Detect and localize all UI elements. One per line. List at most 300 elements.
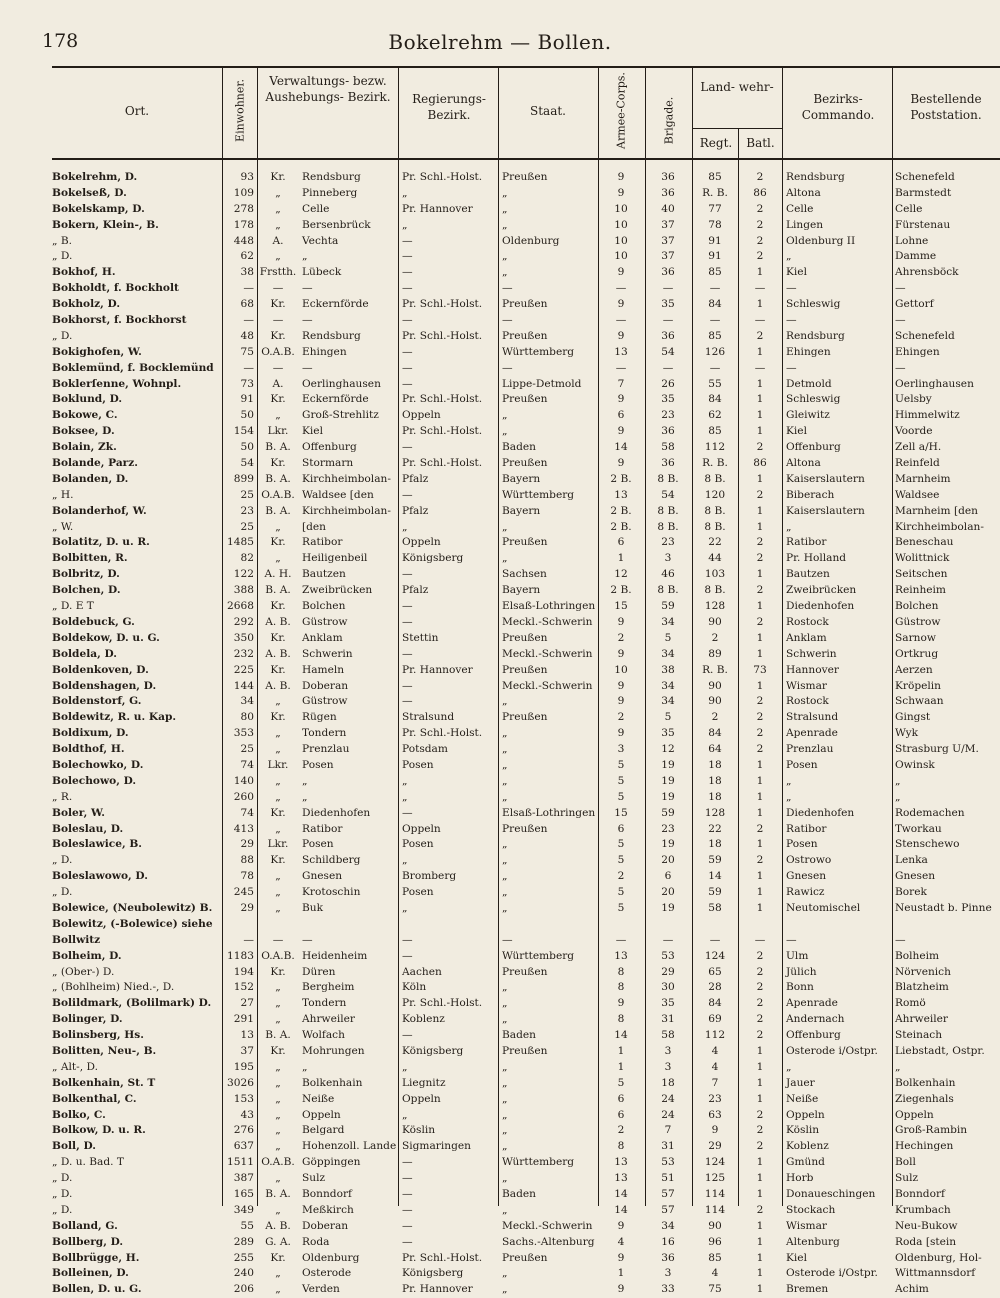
table-row <box>52 694 1000 710</box>
cell-post: Bolkenhain <box>895 1076 956 1089</box>
cell-ort: Boldenstorf, G. <box>52 695 142 708</box>
cell-regt: 77 <box>708 202 722 215</box>
cell-staat: Preußen <box>502 457 548 470</box>
cell-staat: „ <box>502 409 508 422</box>
cell-verwaltung-bezirk: Stormarn <box>302 457 354 470</box>
cell-staat: „ <box>502 1267 508 1280</box>
cell-einwohner: 350 <box>233 631 254 644</box>
cell-ort: Boleslau, D. <box>52 822 124 835</box>
cell-armee: 1 <box>617 552 625 565</box>
cell-verwaltung-bezirk: Verden <box>302 1283 340 1296</box>
cell-brigade: 24 <box>661 1092 675 1105</box>
cell-regierung: „ <box>402 901 408 914</box>
cell-ort: Boleslawowo, D. <box>52 870 148 883</box>
cell-staat: „ <box>502 520 508 533</box>
cell-verwaltung-type: „ <box>275 218 281 231</box>
cell-bezirks: Gleiwitz <box>786 409 830 422</box>
cell-regierung: — <box>402 806 413 819</box>
cell-verwaltung-bezirk: Tondern <box>302 727 347 740</box>
cell-regierung: — <box>402 282 413 295</box>
cell-einwohner: 291 <box>233 1013 254 1026</box>
cell-verwaltung-type: — <box>272 933 284 946</box>
cell-armee: 2 B. <box>610 584 632 597</box>
cell-bezirks: Kiel <box>786 266 807 279</box>
cell-regierung: — <box>402 345 413 358</box>
cell-brigade: 16 <box>661 1235 675 1248</box>
cell-staat: Meckl.-Schwerin <box>502 679 593 692</box>
cell-regierung: Oppeln <box>402 822 441 835</box>
cell-verwaltung-type: „ <box>275 997 281 1010</box>
cell-staat: „ <box>502 758 508 771</box>
cell-post: Ahrensböck <box>895 266 959 279</box>
cell-batl: 2 <box>756 949 764 962</box>
cell-batl: 1 <box>756 1188 764 1200</box>
cell-verwaltung-type: Kr. <box>270 631 286 644</box>
cell-regierung: „ <box>402 186 408 199</box>
cell-armee: 9 <box>617 1219 625 1232</box>
cell-verwaltung-type: „ <box>275 743 281 756</box>
cell-verwaltung-bezirk: Oldenburg <box>302 1251 360 1264</box>
cell-einwohner: 50 <box>240 441 254 454</box>
cell-bezirks: Gnesen <box>786 870 827 883</box>
cell-batl: 1 <box>756 1283 764 1296</box>
cell-verwaltung-type: O.A.B. <box>261 949 295 962</box>
cell-bezirks: Stockach <box>786 1203 836 1216</box>
cell-post: Reinheim <box>895 584 946 597</box>
cell-bezirks: Ratibor <box>786 536 827 549</box>
cell-regt: 91 <box>708 250 722 263</box>
cell-ort: Boklerſenne, Wohnpl. <box>52 377 182 390</box>
cell-batl: 2 <box>756 854 764 867</box>
cell-regt: 124 <box>704 1156 726 1169</box>
cell-verwaltung-bezirk: Anklam <box>302 631 343 644</box>
cell-verwaltung-type: „ <box>275 727 281 740</box>
cell-brigade: 53 <box>661 949 675 962</box>
table-row <box>52 774 1000 790</box>
cell-regierung: — <box>402 377 413 390</box>
cell-ort: „ D. <box>52 886 73 899</box>
cell-regierung: Pr. Schl.-Holst. <box>402 997 483 1010</box>
cell-bezirks: Kiel <box>786 1251 807 1264</box>
cell-einwohner: 154 <box>233 425 254 438</box>
table-row <box>52 265 1000 281</box>
cell-ort: „ D. <box>52 1188 73 1200</box>
table-row <box>52 504 1000 520</box>
cell-post: Himmelwitz <box>895 409 960 422</box>
cell-verwaltung-bezirk: — <box>302 933 313 946</box>
cell-verwaltung-type: O.A.B. <box>261 488 295 501</box>
cell-ort: Boldela, D. <box>52 647 117 660</box>
cell-brigade: 54 <box>661 488 675 501</box>
cell-armee: 5 <box>617 758 625 771</box>
cell-regt: 18 <box>708 758 722 771</box>
cell-ort: Bolitten, Neu-, B. <box>52 1044 157 1057</box>
cell-regt: 103 <box>704 568 726 581</box>
cell-bezirks: — <box>786 361 797 374</box>
table-row <box>52 170 1000 186</box>
cell-regierung: „ <box>402 1060 408 1073</box>
cell-regt: 8 B. <box>704 584 726 597</box>
cell-regt: 84 <box>708 393 722 406</box>
cell-staat: Preußen <box>502 329 548 342</box>
cell-ort: Bolland, G. <box>52 1219 118 1232</box>
cell-armee: 9 <box>617 425 625 438</box>
cell-ort: Bokhorst, f. Bockhorst <box>52 314 187 327</box>
cell-staat: Meckl.-Schwerin <box>502 1219 593 1232</box>
cell-armee: 9 <box>617 727 625 740</box>
cell-regt: 28 <box>708 981 722 994</box>
cell-regierung: Oppeln <box>402 1092 441 1105</box>
cell-post: Damme <box>895 250 937 263</box>
cell-einwohner: 62 <box>240 250 254 263</box>
cell-regt: 78 <box>708 218 722 231</box>
cell-staat: Preußen <box>502 965 548 978</box>
cell-verwaltung-bezirk: Ratibor <box>302 536 343 549</box>
cell-verwaltung-bezirk: Waldsee [den <box>302 488 374 501</box>
cell-staat: „ <box>502 1140 508 1153</box>
cell-bezirks: Stralsund <box>786 711 839 724</box>
cell-staat: Preußen <box>502 663 548 676</box>
cell-brigade: — <box>662 933 674 946</box>
cell-verwaltung-bezirk: Posen <box>302 758 334 771</box>
cell-verwaltung-bezirk: Bergheim <box>302 981 355 994</box>
cell-staat: „ <box>502 1013 508 1026</box>
cell-armee: 13 <box>614 1156 628 1169</box>
cell-verwaltung-bezirk: Prenzlau <box>302 743 350 756</box>
cell-brigade: 19 <box>661 758 675 771</box>
cell-post: Marnheim <box>895 472 951 485</box>
cell-bezirks: Bautzen <box>786 568 830 581</box>
cell-verwaltung-type: Kr. <box>270 663 286 676</box>
cell-verwaltung-type: „ <box>275 1283 281 1296</box>
cell-post: Ortkrug <box>895 647 939 660</box>
table-row <box>52 583 1000 599</box>
cell-verwaltung-bezirk: Schildberg <box>302 854 361 867</box>
cell-staat: Baden <box>502 1029 536 1042</box>
cell-post: Waldsee <box>895 488 940 501</box>
cell-einwohner: 43 <box>240 1108 254 1121</box>
cell-post: Romö <box>895 997 926 1010</box>
cell-staat: Preußen <box>502 1044 548 1057</box>
cell-verwaltung-bezirk: Kirchheimbolan- <box>302 504 391 517</box>
cell-post: Boll <box>895 1156 916 1169</box>
table-row <box>52 901 1000 917</box>
cell-armee: 9 <box>617 1251 625 1264</box>
cell-armee: 6 <box>617 1092 625 1105</box>
cell-brigade: — <box>662 361 674 374</box>
cell-verwaltung-bezirk: Vechta <box>302 234 339 247</box>
cell-einwohner: 448 <box>233 234 254 247</box>
cell-bezirks: Rostock <box>786 695 829 708</box>
cell-regierung: „ <box>402 774 408 787</box>
cell-brigade: 8 B. <box>657 584 679 597</box>
cell-regt: 4 <box>711 1060 719 1073</box>
cell-einwohner: 388 <box>233 584 254 597</box>
cell-batl: 1 <box>756 377 764 390</box>
cell-bezirks: Kaiserslautern <box>786 504 865 517</box>
cell-post: Liebstadt, Ostpr. <box>895 1044 985 1057</box>
cell-staat: „ <box>502 790 508 803</box>
cell-ort: Bokern, Klein-, B. <box>52 218 159 231</box>
cell-ort: Bolkenhain, St. T <box>52 1076 156 1089</box>
page-number: 178 <box>42 30 79 52</box>
cell-batl: 2 <box>756 250 764 263</box>
cell-ort: Bolheim, D. <box>52 949 122 962</box>
cell-regierung: — <box>402 488 413 501</box>
cell-verwaltung-bezirk: Krotoschin <box>302 886 361 899</box>
cell-einwohner: 74 <box>240 806 254 819</box>
cell-regierung: — <box>402 361 413 374</box>
cell-verwaltung-type: — <box>272 361 284 374</box>
cell-einwohner: 225 <box>233 663 254 676</box>
cell-regt: 59 <box>708 886 722 899</box>
cell-ort: Boldixum, D. <box>52 727 129 740</box>
table-row <box>52 472 1000 488</box>
cell-ort: Bolbritz, D. <box>52 568 120 581</box>
cell-armee: 9 <box>617 997 625 1010</box>
cell-brigade: 3 <box>664 1267 672 1280</box>
cell-bezirks: „ <box>786 1060 792 1073</box>
cell-regt: 85 <box>708 266 722 279</box>
cell-regt: 85 <box>708 171 722 183</box>
cell-batl: 1 <box>756 870 764 883</box>
table-row <box>52 837 1000 853</box>
cell-verwaltung-type: B. A. <box>265 584 291 597</box>
cell-staat: „ <box>502 997 508 1010</box>
cell-batl: 2 <box>756 1203 764 1216</box>
cell-einwohner: 54 <box>240 457 254 470</box>
cell-verwaltung-type: B. A. <box>265 504 291 517</box>
table-row <box>52 488 1000 504</box>
cell-einwohner: 25 <box>240 488 254 501</box>
cell-ort: „ D. <box>52 854 73 867</box>
table-row <box>52 965 1000 981</box>
cell-brigade: — <box>662 314 674 327</box>
cell-regt: 124 <box>704 949 726 962</box>
header-landwehr: Land- wehr- <box>700 80 774 94</box>
cell-verwaltung-type: B. A. <box>265 441 291 454</box>
cell-regt: — <box>709 314 721 327</box>
header-staat: Staat. <box>530 104 566 118</box>
cell-verwaltung-bezirk: „ <box>302 774 308 787</box>
table-body <box>52 170 1000 1298</box>
cell-batl: 1 <box>756 1251 764 1264</box>
cell-bezirks: Apenrade <box>786 997 838 1010</box>
table-row <box>52 361 1000 377</box>
cell-regierung: Koblenz <box>402 1013 445 1026</box>
cell-regierung: „ <box>402 520 408 533</box>
cell-regierung: Königsberg <box>402 552 464 565</box>
cell-regt: 59 <box>708 854 722 867</box>
cell-staat: Baden <box>502 1188 536 1200</box>
cell-bezirks: Andernach <box>786 1013 845 1026</box>
cell-verwaltung-bezirk: Rendsburg <box>302 329 361 342</box>
cell-batl: 1 <box>756 1172 764 1185</box>
cell-batl: 1 <box>756 774 764 787</box>
cell-brigade: 36 <box>661 457 675 470</box>
cell-einwohner: 232 <box>233 647 254 660</box>
cell-regierung: — <box>402 1203 413 1216</box>
cell-verwaltung-type: A. B. <box>265 647 291 660</box>
table-row <box>52 1092 1000 1108</box>
cell-einwohner: 3026 <box>227 1076 254 1089</box>
cell-ort: Bolain, Zk. <box>52 441 117 454</box>
cell-post: Voorde <box>895 425 933 438</box>
cell-einwohner: 27 <box>240 997 254 1010</box>
cell-batl: 1 <box>756 266 764 279</box>
cell-einwohner: 245 <box>233 886 254 899</box>
cell-brigade: 3 <box>664 1044 672 1057</box>
cell-armee: 10 <box>614 218 628 231</box>
cell-bezirks: — <box>786 314 797 327</box>
cell-verwaltung-bezirk: Eckernförde <box>302 393 369 406</box>
cell-verwaltung-type: „ <box>275 1013 281 1026</box>
cell-ort: Bolleinen, D. <box>52 1267 129 1280</box>
cell-brigade: 30 <box>661 981 675 994</box>
cell-brigade: 8 B. <box>657 504 679 517</box>
table-row <box>52 710 1000 726</box>
cell-bezirks: Diedenhofen <box>786 600 855 613</box>
table-row <box>52 726 1000 742</box>
cell-post: Blatzheim <box>895 981 949 994</box>
cell-regt: 8 B. <box>704 472 726 485</box>
cell-regt: 114 <box>704 1188 726 1200</box>
cell-regierung: — <box>402 441 413 454</box>
cell-einwohner: 255 <box>233 1251 254 1264</box>
cell-regierung: Pfalz <box>402 504 429 517</box>
cell-regierung: Oppeln <box>402 409 441 422</box>
cell-post: Bonndorf <box>895 1188 945 1200</box>
cell-post: Marnheim [den <box>895 504 978 517</box>
cell-batl: 2 <box>756 584 764 597</box>
cell-verwaltung-type: O.A.B. <box>261 345 295 358</box>
cell-batl: 1 <box>756 1219 764 1232</box>
cell-brigade: — <box>662 282 674 295</box>
cell-batl: 1 <box>756 631 764 644</box>
cell-verwaltung-bezirk: Offenburg <box>302 441 357 454</box>
cell-staat: „ <box>502 981 508 994</box>
cell-regt: 44 <box>708 552 722 565</box>
cell-bezirks: Schwerin <box>786 647 837 660</box>
cell-staat: — <box>502 314 513 327</box>
cell-batl: 1 <box>756 1044 764 1057</box>
cell-batl: 2 <box>756 615 764 628</box>
cell-einwohner: 276 <box>233 1124 254 1137</box>
cell-armee: 9 <box>617 457 625 470</box>
cell-staat: Preußen <box>502 1251 548 1264</box>
cell-verwaltung-bezirk: Heiligenbeil <box>302 552 368 565</box>
cell-bezirks: Rendsburg <box>786 171 845 183</box>
cell-armee: 2 B. <box>610 520 632 533</box>
cell-ort: Bollen, D. u. G. <box>52 1283 142 1296</box>
cell-armee: 9 <box>617 679 625 692</box>
cell-bezirks: Offenburg <box>786 1029 841 1042</box>
cell-verwaltung-type: „ <box>275 1172 281 1185</box>
cell-einwohner: 292 <box>233 615 254 628</box>
cell-batl: 2 <box>756 965 764 978</box>
table-row <box>52 392 1000 408</box>
cell-bezirks: — <box>786 933 797 946</box>
cell-post: Owinsk <box>895 758 935 771</box>
cell-armee: 6 <box>617 409 625 422</box>
cell-bezirks: „ <box>786 790 792 803</box>
cell-ort: Boklemünd, f. Bocklemünd <box>52 361 214 374</box>
cell-post: Celle <box>895 202 923 215</box>
cell-post: Neu-Bukow <box>895 1219 958 1232</box>
cell-regierung: Liegnitz <box>402 1076 446 1089</box>
cell-staat: „ <box>502 1283 508 1296</box>
table-row <box>52 424 1000 440</box>
cell-regt: 69 <box>708 1013 722 1026</box>
cell-post: Tworkau <box>895 822 942 835</box>
cell-einwohner: 23 <box>240 504 254 517</box>
cell-batl: 1 <box>756 901 764 914</box>
cell-regt: 125 <box>704 1172 726 1185</box>
cell-einwohner: 413 <box>233 822 254 835</box>
cell-bezirks: „ <box>786 250 792 263</box>
cell-post: Strasburg U/M. <box>895 743 979 756</box>
cell-verwaltung-bezirk: Rendsburg <box>302 171 361 183</box>
cell-batl: 2 <box>756 1140 764 1153</box>
cell-regierung: Pr. Hannover <box>402 1283 473 1296</box>
cell-post: Reinfeld <box>895 457 940 470</box>
cell-bezirks: Offenburg <box>786 441 841 454</box>
cell-verwaltung-type: A. B. <box>265 679 291 692</box>
cell-regierung: „ <box>402 1108 408 1121</box>
cell-batl: 2 <box>756 711 764 724</box>
cell-post: Bolchen <box>895 600 939 613</box>
cell-batl: 1 <box>756 568 764 581</box>
cell-brigade: 19 <box>661 790 675 803</box>
cell-brigade: 19 <box>661 901 675 914</box>
cell-armee: 14 <box>614 441 628 454</box>
cell-armee: 14 <box>614 1188 628 1200</box>
cell-verwaltung-type: „ <box>275 822 281 835</box>
cell-regierung: — <box>402 1188 413 1200</box>
cell-ort: Boldenkoven, D. <box>52 663 149 676</box>
cell-verwaltung-bezirk: Diedenhofen <box>302 806 371 819</box>
cell-staat: Lippe-Detmold <box>502 377 582 390</box>
cell-bezirks: Jülich <box>786 965 817 978</box>
cell-armee: 10 <box>614 234 628 247</box>
cell-verwaltung-type: Kr. <box>270 457 286 470</box>
cell-batl: 2 <box>756 329 764 342</box>
cell-post: Seitschen <box>895 568 948 581</box>
cell-regierung: Pr. Schl.-Holst. <box>402 298 483 311</box>
cell-einwohner: 165 <box>233 1188 254 1200</box>
cell-brigade: 53 <box>661 1156 675 1169</box>
cell-batl: — <box>754 361 766 374</box>
cell-verwaltung-type: Kr. <box>270 1044 286 1057</box>
header-bezirks: Bezirks- Commando. <box>801 92 875 122</box>
cell-verwaltung-bezirk: Pinneberg <box>302 186 358 199</box>
cell-regt: R. B. <box>702 186 728 199</box>
cell-verwaltung-bezirk: Kiel <box>302 425 323 438</box>
cell-bezirks: Pr. Holland <box>786 552 847 565</box>
table-row <box>52 281 1000 297</box>
cell-batl: 1 <box>756 520 764 533</box>
table-row <box>52 313 1000 329</box>
cell-verwaltung-bezirk: Tondern <box>302 997 347 1010</box>
cell-verwaltung-type: A. <box>272 377 284 390</box>
cell-brigade: 24 <box>661 1108 675 1121</box>
cell-ort: Bollbrügge, H. <box>52 1251 140 1264</box>
table-row <box>52 1282 1000 1298</box>
cell-regierung: „ <box>402 790 408 803</box>
cell-verwaltung-type: „ <box>275 1060 281 1073</box>
cell-regt: 58 <box>708 901 722 914</box>
cell-batl: 1 <box>756 425 764 438</box>
